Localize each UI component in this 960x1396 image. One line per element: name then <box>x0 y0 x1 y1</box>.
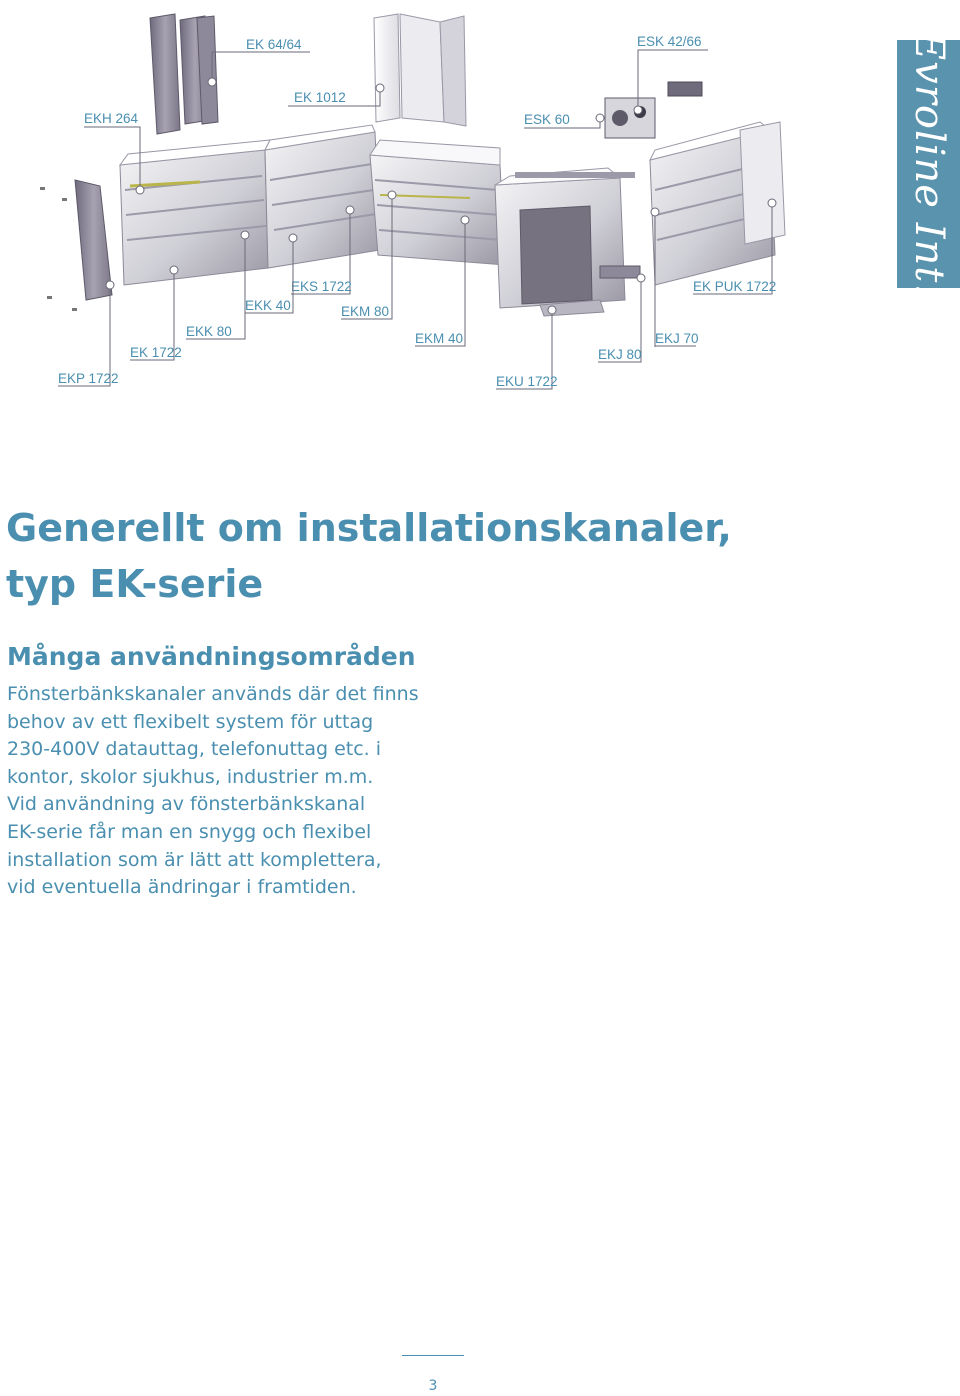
label-esk-42-66: ESK 42/66 <box>637 34 702 49</box>
label-ekh-264: EKH 264 <box>84 111 139 126</box>
label-ek-64-64: EK 64/64 <box>246 37 302 52</box>
body-line: behov av ett flexibelt system för uttag <box>7 710 374 733</box>
label-esk-60: ESK 60 <box>524 112 570 127</box>
label-ek-puk-1722: EK PUK 1722 <box>693 279 777 294</box>
label-ek-1012: EK 1012 <box>294 90 346 105</box>
body-line: EK-serie får man en snygg och flexibel <box>7 820 372 843</box>
channel-parts-illustration <box>40 14 785 316</box>
body-paragraph <box>7 681 487 902</box>
body-line: Vid användning av fönsterbänkskanal <box>7 793 366 816</box>
label-ekm-40: EKM 40 <box>415 331 464 346</box>
label-ekk-80: EKK 80 <box>186 324 232 339</box>
page-number: 3 <box>428 1378 438 1394</box>
page-title-line-1: Generellt om installationskanaler, <box>6 506 732 550</box>
footer-rule <box>402 1355 464 1356</box>
label-ekp-1722: EKP 1722 <box>58 371 119 386</box>
section-heading: Många användningsområden <box>7 642 416 671</box>
product-exploded-diagram <box>0 0 960 400</box>
page-title <box>6 500 732 612</box>
label-ekm-80: EKM 80 <box>341 304 390 319</box>
page-title-line-2: typ EK-serie <box>6 562 264 606</box>
body-line: kontor, skolor sjukhus, industrier m.m. <box>7 765 374 788</box>
label-ekk-40: EKK 40 <box>245 298 291 313</box>
body-line: Fönsterbänkskanaler används där det finns <box>7 683 419 705</box>
body-line: 230-400V datauttag, telefonuttag etc. i <box>7 738 382 761</box>
label-ekj-80: EKJ 80 <box>598 347 642 362</box>
label-eks-1722: EKS 1722 <box>291 279 352 294</box>
brand-logo: Evroline Int. <box>905 30 952 298</box>
label-ekj-70: EKJ 70 <box>655 331 699 346</box>
body-line: installation som är lätt att komplettera, <box>7 848 382 871</box>
body-line: vid eventuella ändringar i framtiden. <box>7 876 357 899</box>
label-ek-1722: EK 1722 <box>130 345 182 360</box>
brand-tab <box>897 30 960 298</box>
label-eku-1722: EKU 1722 <box>496 374 558 389</box>
